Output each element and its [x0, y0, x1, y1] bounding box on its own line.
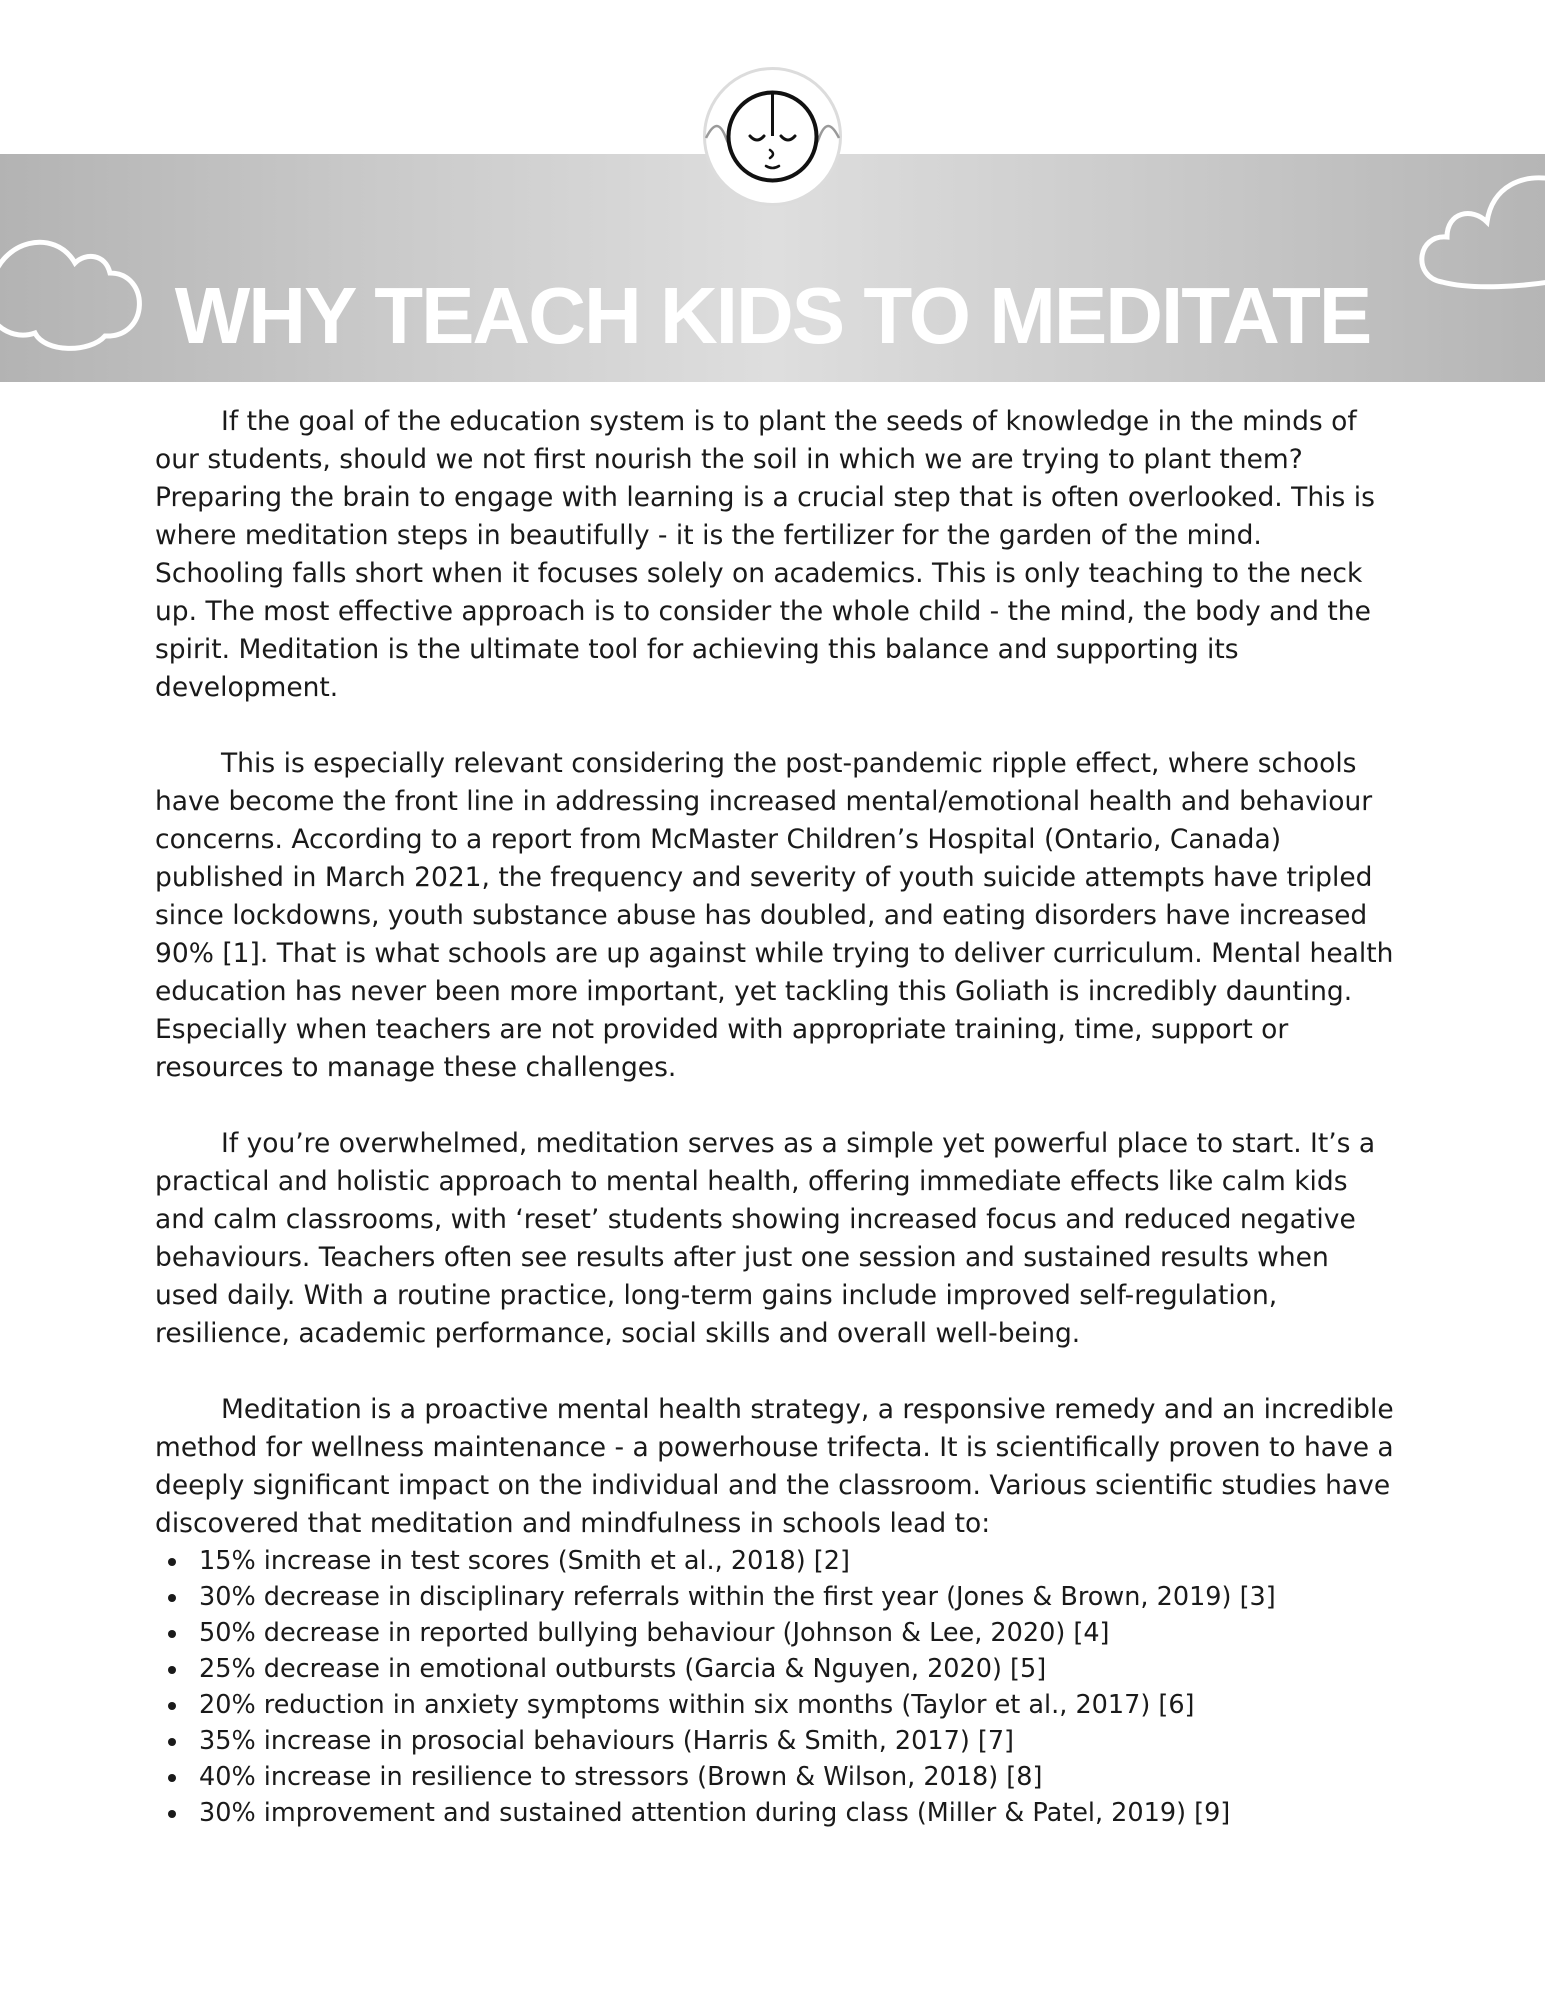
- list-item: 50% decrease in reported bullying behaviour (Johnson & Lee, 2020) [4]: [155, 1615, 1395, 1651]
- list-item: 25% decrease in emotional outbursts (Garcia & Nguyen, 2020) [5]: [155, 1651, 1395, 1687]
- research-findings-list: [155, 1543, 1395, 1831]
- list-item: 30% decrease in disciplinary referrals within the first year (Jones & Brown, 2019) [3]: [155, 1579, 1395, 1615]
- starting-point-paragraph: If you’re overwhelmed, meditation serves as a simple yet powerful place to start. It’s a practical and holistic approach to mental health, offering immediate effects like calm kids and calm classrooms, with ‘reset’ students showing increased focus and reduced negative behaviours. Teachers often see results after just one session and sustained results when used daily. With a routine practice, long-term gains include improved self-regulation, resilience, academic performance, social skills and overall well-being.: [155, 1128, 1376, 1349]
- pandemic-paragraph: This is especially relevant considering the post-pandemic ripple effect, where schools have become the front line in addressing increased mental/emotional health and behaviour concerns. According to a report from McMaster Children’s Hospital (Ontario, Canada) published in March 2021, the frequency and severity of youth suicide attempts have tripled since lockdowns, youth substance abuse has doubled, and eating disorders have increased 90% [1]. That is what schools are up against while trying to deliver curriculum. Mental health education has never been more important, yet tackling this Goliath is incredibly daunting. Especially when teachers are not provided with appropriate training, time, support or resources to manage these challenges.: [155, 748, 1394, 1083]
- meditating-face-logo-icon: [700, 64, 845, 209]
- list-item: 20% reduction in anxiety symptoms within six months (Taylor et al., 2017) [6]: [155, 1687, 1395, 1723]
- article-body: [155, 403, 1395, 1831]
- list-item: 40% increase in resilience to stressors (Brown & Wilson, 2018) [8]: [155, 1759, 1395, 1795]
- research-paragraph: Meditation is a proactive mental health strategy, a responsive remedy and an incredible method for wellness maintenance - a powerhouse trifecta. It is scientifically proven to have a deeply significant impact on the individual and the classroom. Various scientific studies have discovered that meditation and mindfulness in schools lead to:: [155, 1394, 1394, 1539]
- list-item: 30% improvement and sustained attention during class (Miller & Patel, 2019) [9]: [155, 1795, 1395, 1831]
- page-title: WHY TEACH KIDS TO MEDITATE: [174, 270, 1371, 360]
- list-item: 35% increase in prosocial behaviours (Harris & Smith, 2017) [7]: [155, 1723, 1395, 1759]
- intro-paragraph: If the goal of the education system is to plant the seeds of knowledge in the minds of our students, should we not first nourish the soil in which we are trying to plant them? Preparing the brain to engage with learning is a crucial step that is often overlooked. This is where meditation steps in beautifully - it is the fertilizer for the garden of the mind. Schooling falls short when it focuses solely on academics. This is only teaching to the neck up. The most effective approach is to consider the whole child - the mind, the body and the spirit. Meditation is the ultimate tool for achieving this balance and supporting its development.: [155, 406, 1375, 703]
- list-item: 15% increase in test scores (Smith et al., 2018) [2]: [155, 1543, 1395, 1579]
